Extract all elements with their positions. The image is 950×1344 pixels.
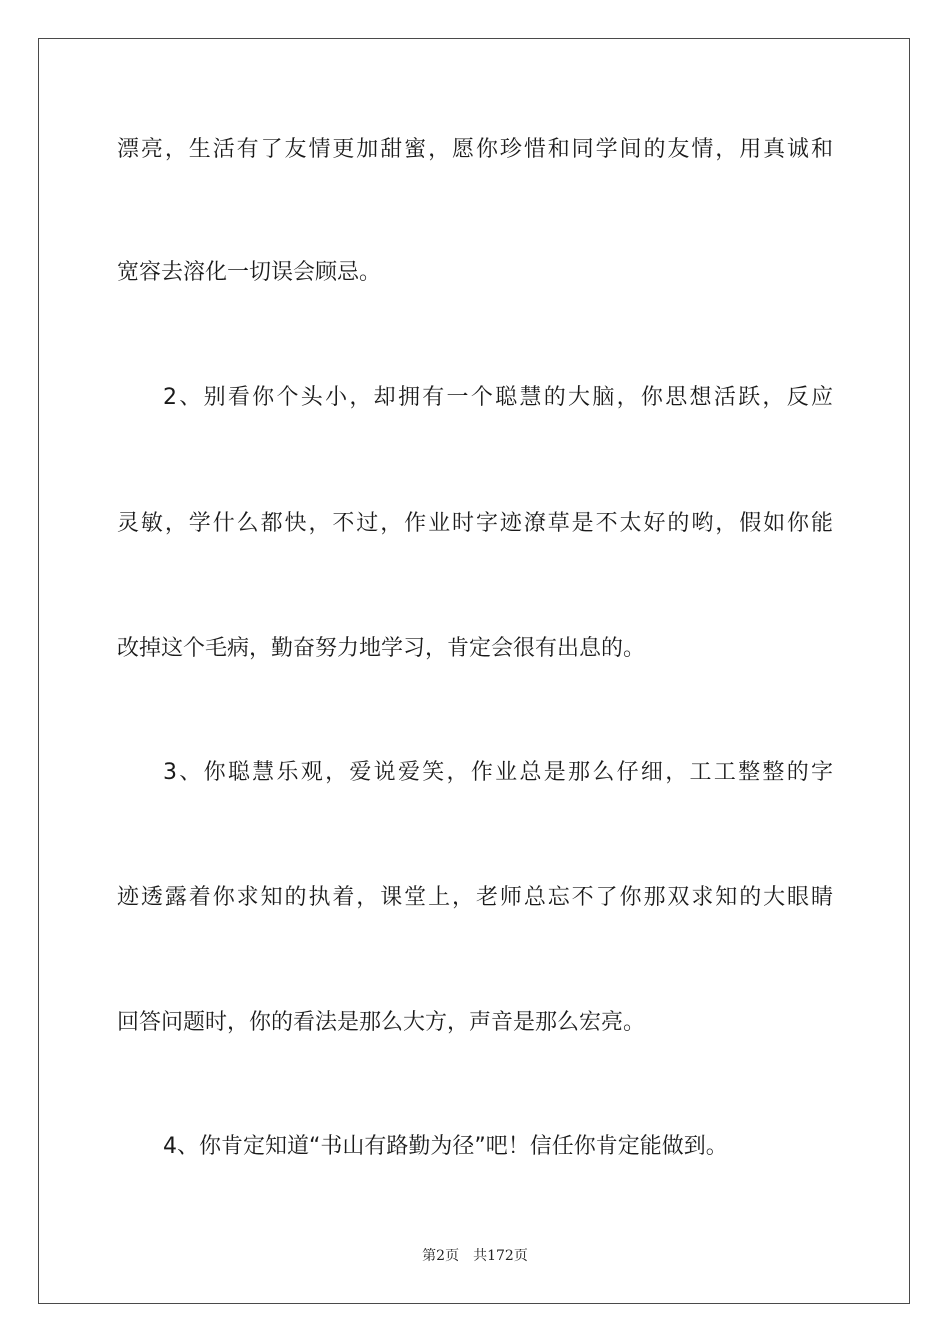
page-number: 第2页 <box>422 1248 460 1264</box>
body-line-8: 回答问题时，你的看法是那么大方，声音是那么宏亮。 <box>117 1010 646 1035</box>
page-footer <box>0 1245 950 1265</box>
body-line-1: 漂亮，生活有了友情更加甜蜜，愿你珍惜和同学间的友情，用真诚和 <box>117 137 833 162</box>
body-line-9: 4、你肯定知道“书山有路勤为径”吧！信任你肯定能做到。 <box>163 1134 728 1159</box>
body-line-3: 2、别看你个头小，却拥有一个聪慧的大脑，你思想活跃，反应 <box>163 385 833 410</box>
body-line-6: 3、你聪慧乐观，爱说爱笑，作业总是那么仔细，工工整整的字 <box>163 760 833 785</box>
page-border <box>38 38 910 1304</box>
body-line-2: 宽容去溶化一切误会顾忌。 <box>117 260 382 285</box>
body-line-4: 灵敏，学什么都快，不过，作业时字迹潦草是不太好的哟，假如你能 <box>117 511 833 536</box>
body-line-7: 迹透露着你求知的执着，课堂上，老师总忘不了你那双求知的大眼睛 <box>117 885 833 910</box>
body-line-5: 改掉这个毛病，勤奋努力地学习，肯定会很有出息的。 <box>117 636 646 661</box>
total-pages: 共172页 <box>473 1248 528 1264</box>
